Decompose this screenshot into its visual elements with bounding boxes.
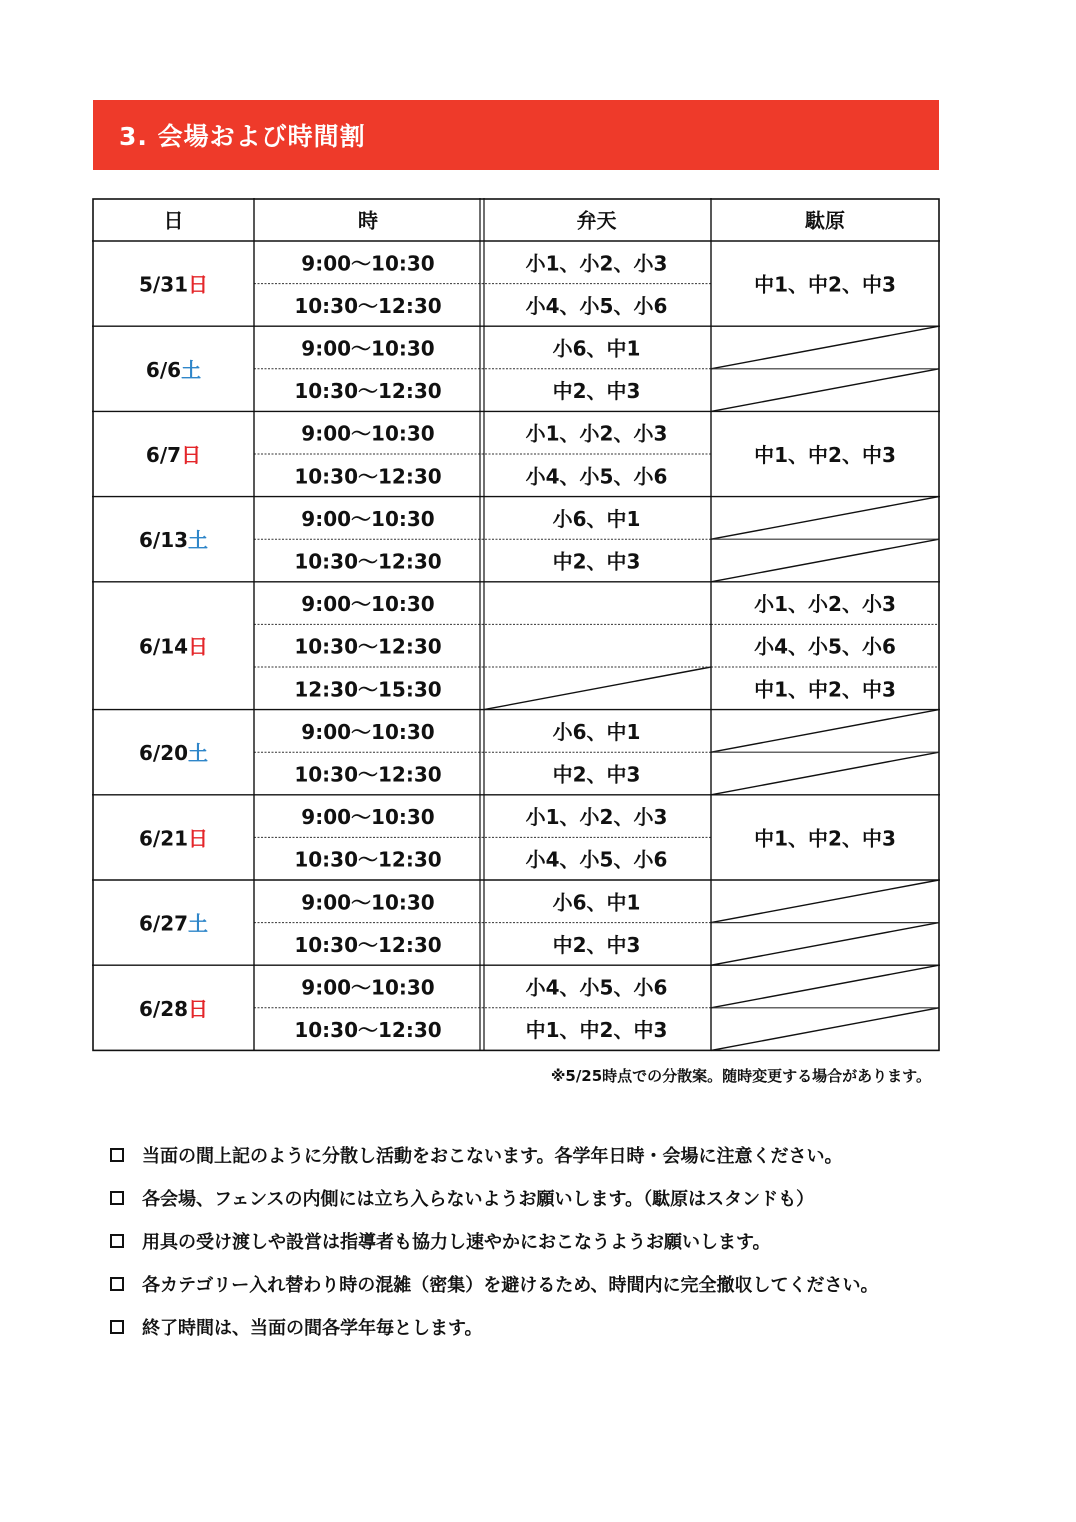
time-cell: 12:30〜15:30 (294, 677, 442, 702)
empty-slash (711, 1008, 939, 1051)
checkbox-square-icon (110, 1234, 124, 1248)
empty-slash (711, 880, 939, 923)
notice-item (110, 1305, 879, 1348)
benten-cell: 中2、中3 (552, 932, 641, 957)
time-cell: 9:00〜10:30 (301, 336, 435, 361)
weekday-text: 日 (188, 996, 209, 1021)
section-banner (93, 100, 939, 170)
date-text: 6/6 (145, 357, 182, 382)
date-text: 6/21 (138, 826, 189, 851)
date-cell (139, 273, 208, 297)
schedule-table (92, 198, 940, 1054)
dabaru-cell: 中1、中2、中3 (754, 677, 896, 702)
time-cell: 9:00〜10:30 (301, 719, 435, 744)
checkbox-square-icon (110, 1320, 124, 1334)
benten-cell: 小6、中1 (552, 336, 641, 361)
time-cell: 9:00〜10:30 (301, 421, 435, 446)
time-cell: 9:00〜10:30 (301, 975, 435, 1000)
date-text: 6/13 (138, 528, 189, 553)
benten-cell: 中2、中3 (552, 379, 641, 404)
time-cell: 10:30〜12:30 (294, 932, 442, 957)
date-cell (139, 912, 208, 936)
date-cell (139, 741, 208, 765)
benten-cell: 小6、中1 (552, 890, 641, 915)
weekday-text: 日 (188, 826, 209, 851)
notice-text: 各カテゴリー入れ替わり時の混雑（密集）を避けるため、時間内に完全撤収してください。 (142, 1274, 879, 1296)
date-cell (139, 635, 208, 659)
date-cell (139, 997, 208, 1021)
date-text: 6/14 (138, 634, 189, 659)
dabaru-cell: 中1、中2、中3 (754, 443, 896, 467)
checkbox-square-icon (110, 1148, 124, 1162)
time-cell: 10:30〜12:30 (294, 549, 442, 574)
benten-cell: 小4、小5、小6 (525, 464, 668, 489)
empty-slash (711, 752, 939, 795)
dabaru-cell: 中1、中2、中3 (754, 826, 896, 851)
benten-cell: 中1、中2、中3 (525, 1018, 668, 1043)
empty-slash (711, 369, 939, 412)
benten-cell: 小6、中1 (552, 719, 641, 744)
time-cell: 10:30〜12:30 (294, 379, 442, 404)
dabaru-cell: 小1、小2、小3 (754, 592, 896, 617)
benten-cell: 小4、小5、小6 (525, 847, 668, 872)
notice-item (110, 1262, 879, 1305)
benten-cell: 中2、中3 (552, 762, 641, 787)
notice-text: 用具の受け渡しや設営は指導者も協力し速やかにおこなうようお願いします。 (142, 1231, 771, 1253)
weekday-text: 日 (188, 272, 209, 297)
date-cell (146, 443, 201, 467)
time-cell: 10:30〜12:30 (294, 634, 442, 659)
empty-slash (711, 923, 939, 966)
date-text: 6/20 (138, 741, 189, 766)
weekday-text: 土 (188, 911, 209, 936)
time-cell: 9:00〜10:30 (301, 506, 435, 531)
header-cell: 駄原 (805, 208, 845, 233)
time-cell: 10:30〜12:30 (294, 293, 442, 318)
empty-slash (711, 965, 939, 1008)
notice-item (110, 1176, 879, 1219)
benten-cell: 小1、小2、小3 (525, 421, 668, 446)
weekday-text: 土 (188, 528, 209, 553)
time-cell: 9:00〜10:30 (301, 890, 435, 915)
notice-text: 各会場、フェンスの内側には立ち入らないようお願いします。（駄原はスタンドも） (142, 1188, 815, 1210)
weekday-text: 土 (188, 741, 209, 766)
benten-cell: 小1、小2、小3 (525, 805, 668, 830)
date-cell (139, 826, 208, 850)
benten-cell: 中2、中3 (552, 549, 641, 574)
benten-cell: 小4、小5、小6 (525, 975, 668, 1000)
benten-cell: 小1、小2、小3 (525, 251, 668, 276)
date-text: 5/31 (138, 272, 189, 297)
time-cell: 9:00〜10:30 (301, 805, 435, 830)
header-cell: 時 (358, 208, 378, 233)
time-cell: 10:30〜12:30 (294, 762, 442, 787)
empty-slash (711, 497, 939, 540)
time-cell: 10:30〜12:30 (294, 1018, 442, 1043)
empty-slash (711, 539, 939, 582)
section-title: 3. 会場および時間割 (119, 122, 366, 151)
header-cell: 弁天 (576, 208, 617, 233)
empty-slash (711, 326, 939, 369)
benten-cell: 小4、小5、小6 (525, 293, 668, 318)
time-cell: 9:00〜10:30 (301, 592, 435, 617)
time-cell: 9:00〜10:30 (301, 251, 435, 276)
notice-text: 当面の間上記のように分散し活動をおこないます。各学年日時・会場に注意ください。 (142, 1145, 843, 1167)
weekday-text: 日 (181, 443, 202, 467)
notice-text: 終了時間は、当面の間各学年毎とします。 (142, 1317, 483, 1339)
header-cell: 日 (163, 208, 184, 233)
empty-slash (711, 710, 939, 753)
date-text: 6/28 (138, 996, 189, 1021)
weekday-text: 土 (181, 357, 202, 382)
checkbox-square-icon (110, 1277, 124, 1291)
dabaru-cell: 中1、中2、中3 (754, 272, 896, 297)
dabaru-cell: 小4、小5、小6 (754, 634, 896, 659)
empty-slash (484, 667, 711, 710)
benten-cell: 小6、中1 (552, 506, 641, 531)
notice-item (110, 1133, 879, 1176)
notice-list (110, 1133, 879, 1348)
table-note: ※5/25時点での分散案。随時変更する場合があります。 (550, 1067, 931, 1085)
time-cell: 10:30〜12:30 (294, 847, 442, 872)
notice-item (110, 1219, 879, 1262)
checkbox-square-icon (110, 1191, 124, 1205)
weekday-text: 日 (188, 634, 209, 659)
date-text: 6/7 (145, 443, 182, 467)
date-cell (139, 528, 208, 552)
date-text: 6/27 (138, 911, 189, 936)
time-cell: 10:30〜12:30 (294, 464, 442, 489)
date-cell (146, 358, 201, 382)
